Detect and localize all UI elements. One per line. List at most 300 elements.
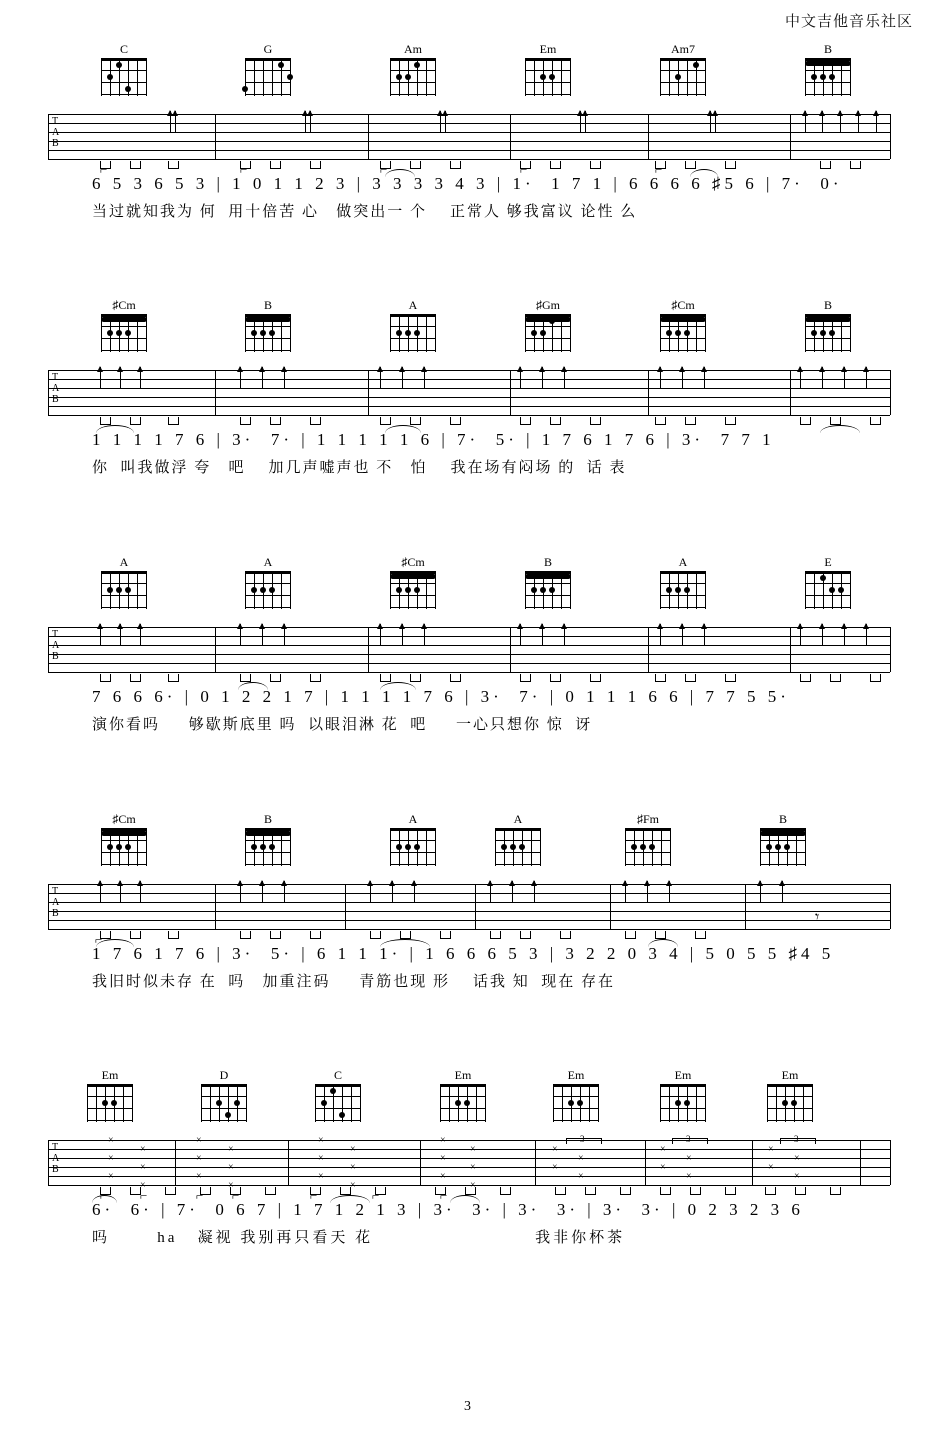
site-title: 中文吉他音乐社区 bbox=[784, 13, 913, 30]
fret-line bbox=[660, 595, 706, 596]
strum-down-bracket bbox=[370, 931, 381, 939]
notation-row bbox=[0, 687, 935, 733]
strum-arrow-up bbox=[140, 624, 141, 646]
fret-line bbox=[660, 1108, 706, 1109]
fret-line bbox=[245, 326, 291, 327]
fret-line bbox=[553, 1096, 599, 1097]
strum-arrow-up bbox=[585, 111, 586, 133]
strum-down-bracket bbox=[380, 417, 391, 425]
chord-name: B bbox=[263, 298, 272, 312]
barline bbox=[48, 884, 49, 929]
nut bbox=[390, 828, 436, 831]
strum-arrow-up bbox=[710, 111, 711, 133]
fret-line bbox=[245, 840, 291, 841]
system-3 bbox=[0, 555, 935, 733]
chord-grid bbox=[660, 571, 706, 609]
finger-dot bbox=[675, 587, 681, 593]
strum-down-bracket bbox=[240, 674, 251, 682]
strum-down-bracket bbox=[725, 161, 736, 169]
strum-arrow-up bbox=[704, 367, 705, 389]
strum-arrow-up bbox=[240, 881, 241, 903]
strum-arrow-up bbox=[682, 624, 683, 646]
chord-grid bbox=[440, 1084, 486, 1122]
finger-dot bbox=[125, 330, 131, 336]
nut bbox=[525, 58, 571, 61]
string-line bbox=[696, 1084, 697, 1122]
strum-arrow-up bbox=[424, 367, 425, 389]
fret-line bbox=[660, 607, 706, 608]
strum-down-bracket bbox=[555, 1187, 566, 1195]
strum-down-bracket bbox=[685, 674, 696, 682]
chord-name: Am bbox=[404, 42, 422, 56]
strum-down-bracket bbox=[240, 417, 251, 425]
strum-arrow-up bbox=[876, 111, 877, 133]
triplet-bracket bbox=[780, 1138, 816, 1144]
barline bbox=[648, 627, 649, 672]
finger-dot bbox=[225, 1112, 231, 1118]
staff-line bbox=[48, 663, 890, 664]
barline bbox=[510, 627, 511, 672]
fret-line bbox=[390, 70, 436, 71]
finger-dot bbox=[531, 587, 537, 593]
chord-name: A bbox=[119, 555, 129, 569]
string-line bbox=[625, 828, 626, 866]
finger-dot bbox=[693, 62, 699, 68]
finger-dot bbox=[111, 1100, 117, 1106]
finger-dot bbox=[260, 587, 266, 593]
string-line bbox=[540, 828, 541, 866]
chord-name: D bbox=[219, 1068, 229, 1082]
number-notation: 1 7 6 1 7 6 | 3· 5· | 6 1 1 1· | 1 6 6 6 5 3 | 3 2 2 0 3 4 | 5 0 5 5 ♯4 5 bbox=[92, 944, 835, 963]
nut bbox=[201, 1084, 247, 1087]
chord-diagram-B bbox=[800, 298, 856, 352]
system-5 bbox=[0, 1068, 935, 1246]
string-line bbox=[561, 58, 562, 96]
string-line bbox=[696, 571, 697, 609]
staff-line bbox=[48, 654, 890, 655]
lyrics-line: 我旧时似未存 在 吗 加重注码 青筋也现 形 话我 知 现在 存在 bbox=[92, 974, 616, 990]
strum-arrow-up bbox=[305, 111, 306, 133]
mute-x: × bbox=[552, 1144, 558, 1155]
strum-arrow-up bbox=[120, 624, 121, 646]
strum-arrow-up bbox=[866, 624, 867, 646]
string-line bbox=[201, 1084, 202, 1122]
barre bbox=[805, 317, 851, 322]
strum-arrow-up bbox=[520, 367, 521, 389]
chord-diagram-B bbox=[755, 812, 811, 866]
strum-down-bracket bbox=[500, 1187, 511, 1195]
strum-arrow-up bbox=[380, 624, 381, 646]
mute-x: × bbox=[318, 1153, 324, 1164]
strum-arrow-up bbox=[800, 624, 801, 646]
chord-grid bbox=[525, 571, 571, 609]
barline bbox=[645, 1140, 646, 1185]
fret-line bbox=[553, 1120, 599, 1121]
strum-arrow-up bbox=[805, 111, 806, 133]
chord-diagram-sharpCm bbox=[96, 298, 152, 352]
barline bbox=[790, 627, 791, 672]
finger-dot bbox=[414, 844, 420, 850]
finger-dot bbox=[125, 587, 131, 593]
chord-grid bbox=[201, 1084, 247, 1122]
strum-down-bracket bbox=[168, 417, 179, 425]
strum-down-bracket bbox=[310, 674, 321, 682]
strum-arrow-up bbox=[310, 111, 311, 133]
chord-name: ♯Cm bbox=[401, 555, 425, 569]
strum-arrow-up bbox=[660, 624, 661, 646]
finger-dot bbox=[269, 844, 275, 850]
fret-line bbox=[760, 852, 806, 853]
finger-dot bbox=[107, 74, 113, 80]
fret-line bbox=[245, 82, 291, 83]
triplet-number: 3 bbox=[686, 1134, 691, 1144]
notation-row bbox=[0, 174, 935, 220]
mute-x: × bbox=[440, 1171, 446, 1182]
string-line bbox=[589, 1084, 590, 1122]
staff-line bbox=[48, 415, 890, 416]
chord-grid bbox=[805, 571, 851, 609]
finger-dot bbox=[649, 844, 655, 850]
finger-dot bbox=[278, 62, 284, 68]
strum-down-bracket bbox=[690, 1187, 701, 1195]
finger-dot bbox=[251, 844, 257, 850]
tab-staff bbox=[0, 872, 935, 947]
mute-x: × bbox=[318, 1171, 324, 1182]
chord-grid bbox=[390, 571, 436, 609]
finger-dot bbox=[501, 844, 507, 850]
chord-diagram-C bbox=[310, 1068, 366, 1122]
strum-down-bracket bbox=[625, 931, 636, 939]
staff-line bbox=[48, 920, 890, 921]
barre bbox=[101, 317, 147, 322]
string-line bbox=[805, 571, 806, 609]
strum-arrow-up bbox=[262, 367, 263, 389]
strum-arrow-up bbox=[370, 881, 371, 903]
string-line bbox=[390, 828, 391, 866]
strum-down-bracket bbox=[410, 161, 421, 169]
system-4 bbox=[0, 812, 935, 990]
barline bbox=[288, 1140, 289, 1185]
chord-grid bbox=[390, 314, 436, 352]
chord-grid bbox=[767, 1084, 813, 1122]
fret-line bbox=[660, 583, 706, 584]
string-line bbox=[705, 58, 706, 96]
strum-down-bracket bbox=[100, 674, 111, 682]
strum-down-bracket bbox=[660, 1187, 671, 1195]
nut bbox=[390, 58, 436, 61]
mute-x: × bbox=[318, 1135, 324, 1146]
barline bbox=[752, 1140, 753, 1185]
mute-x: × bbox=[108, 1171, 114, 1182]
strum-down-bracket bbox=[655, 674, 666, 682]
barline bbox=[890, 627, 891, 672]
staff-line bbox=[48, 1185, 890, 1186]
fret-line bbox=[390, 338, 436, 339]
string-line bbox=[360, 1084, 361, 1122]
string-line bbox=[440, 1084, 441, 1122]
chord-grid bbox=[101, 58, 147, 96]
string-line bbox=[101, 58, 102, 96]
strum-arrow-up bbox=[140, 881, 141, 903]
strum-arrow-up bbox=[402, 367, 403, 389]
finger-dot bbox=[234, 1100, 240, 1106]
fret-line bbox=[660, 82, 706, 83]
chord-diagram-sharpCm bbox=[385, 555, 441, 609]
barline bbox=[890, 370, 891, 415]
string-line bbox=[598, 1084, 599, 1122]
number-notation: 6 5 3 6 5 3 | 1 0 1 1 2 3 | 3 3 3 3 4 3 | 1· 1 7 1 | 6 6 6 6 ♯5 6 | 7· 0· bbox=[92, 174, 843, 193]
fret-line bbox=[805, 595, 851, 596]
strum-arrow-up bbox=[512, 881, 513, 903]
string-line bbox=[245, 571, 246, 609]
string-line bbox=[669, 58, 670, 96]
tab-staff bbox=[0, 358, 935, 430]
finger-dot bbox=[102, 1100, 108, 1106]
string-line bbox=[814, 571, 815, 609]
mute-x: × bbox=[470, 1162, 476, 1173]
barline bbox=[890, 1140, 891, 1185]
chord-diagram-Em bbox=[762, 1068, 818, 1122]
fret-line bbox=[390, 607, 436, 608]
finger-dot bbox=[405, 330, 411, 336]
chord-name: B bbox=[823, 298, 832, 312]
string-line bbox=[670, 828, 671, 866]
string-line bbox=[531, 828, 532, 866]
strum-arrow-up bbox=[520, 624, 521, 646]
chord-name: A bbox=[513, 812, 523, 826]
string-line bbox=[246, 1084, 247, 1122]
chord-grid bbox=[390, 828, 436, 866]
strum-down-bracket bbox=[685, 161, 696, 169]
strum-arrow-up bbox=[262, 881, 263, 903]
string-line bbox=[661, 828, 662, 866]
chord-name: B bbox=[543, 555, 552, 569]
fret-line bbox=[390, 583, 436, 584]
music-glyph: ⌐ bbox=[140, 1188, 148, 1203]
finger-dot bbox=[405, 844, 411, 850]
finger-dot bbox=[125, 86, 131, 92]
strum-arrow-up bbox=[564, 624, 565, 646]
string-line bbox=[281, 571, 282, 609]
barline bbox=[48, 1140, 49, 1185]
notation-row bbox=[0, 430, 935, 476]
tab-staff bbox=[0, 1128, 935, 1203]
barline bbox=[648, 114, 649, 159]
finger-dot bbox=[116, 330, 122, 336]
string-line bbox=[767, 1084, 768, 1122]
chord-name: Em bbox=[101, 1068, 119, 1082]
barline bbox=[215, 884, 216, 929]
barline bbox=[510, 370, 511, 415]
chord-name: Am7 bbox=[671, 42, 695, 56]
finger-dot bbox=[829, 74, 835, 80]
strum-down-bracket bbox=[725, 417, 736, 425]
string-line bbox=[669, 1084, 670, 1122]
staff-line bbox=[48, 627, 890, 628]
chord-name: Em bbox=[674, 1068, 692, 1082]
finger-dot bbox=[269, 587, 275, 593]
strum-down-bracket bbox=[440, 931, 451, 939]
triplet-number: 3 bbox=[794, 1134, 799, 1144]
mute-x: × bbox=[794, 1153, 800, 1164]
strum-down-bracket bbox=[830, 417, 841, 425]
staff-line bbox=[48, 370, 890, 371]
system-1 bbox=[0, 42, 935, 220]
finger-dot bbox=[396, 844, 402, 850]
finger-dot bbox=[782, 1100, 788, 1106]
mute-x: × bbox=[470, 1144, 476, 1155]
fret-line bbox=[101, 94, 147, 95]
mute-x: × bbox=[228, 1144, 234, 1155]
fret-line bbox=[525, 326, 571, 327]
fret-line bbox=[495, 864, 541, 865]
string-line bbox=[570, 58, 571, 96]
mute-x: × bbox=[578, 1171, 584, 1182]
fret-line bbox=[660, 1120, 706, 1121]
barline bbox=[368, 627, 369, 672]
strum-arrow-up bbox=[822, 624, 823, 646]
chord-name: A bbox=[408, 298, 418, 312]
string-line bbox=[272, 58, 273, 96]
mute-x: × bbox=[686, 1171, 692, 1182]
mute-x: × bbox=[350, 1162, 356, 1173]
string-line bbox=[776, 1084, 777, 1122]
fret-line bbox=[553, 1108, 599, 1109]
chord-grid bbox=[660, 58, 706, 96]
strum-down-bracket bbox=[870, 674, 881, 682]
nut bbox=[805, 571, 851, 574]
finger-dot bbox=[540, 74, 546, 80]
chord-diagram-Em bbox=[548, 1068, 604, 1122]
finger-dot bbox=[820, 330, 826, 336]
string-line bbox=[390, 58, 391, 96]
barline bbox=[860, 1140, 861, 1185]
nut bbox=[315, 1084, 361, 1087]
fret-line bbox=[440, 1120, 486, 1121]
string-line bbox=[146, 58, 147, 96]
staff-line bbox=[48, 672, 890, 673]
barline bbox=[745, 884, 746, 929]
string-line bbox=[534, 58, 535, 96]
strum-down-bracket bbox=[130, 674, 141, 682]
staff-line bbox=[48, 929, 890, 930]
strum-arrow-up bbox=[625, 881, 626, 903]
strum-down-bracket bbox=[165, 1187, 176, 1195]
chord-grid bbox=[525, 314, 571, 352]
chord-name: ♯Cm bbox=[671, 298, 695, 312]
strum-down-bracket bbox=[130, 417, 141, 425]
mute-x: × bbox=[660, 1162, 666, 1173]
string-line bbox=[660, 571, 661, 609]
staff-line bbox=[48, 893, 890, 894]
barline bbox=[175, 1140, 176, 1185]
finger-dot bbox=[405, 74, 411, 80]
chord-diagram-row bbox=[0, 555, 935, 615]
finger-dot bbox=[811, 74, 817, 80]
finger-dot bbox=[675, 1100, 681, 1106]
chord-grid bbox=[87, 1084, 133, 1122]
chord-grid bbox=[805, 58, 851, 96]
strum-down-bracket bbox=[800, 674, 811, 682]
lyrics-line: 你 叫我做浮 夸 吧 加几声嘘声也 不 怕 我在场有闷场 的 话 表 bbox=[92, 460, 627, 476]
lyrics-line: 当过就知我为 何 用十倍苦 心 做突出一 个 正常人 够我富议 论性 么 bbox=[92, 204, 638, 220]
fret-line bbox=[660, 350, 706, 351]
nut bbox=[495, 828, 541, 831]
strum-down-bracket bbox=[520, 417, 531, 425]
notation-row bbox=[0, 1200, 935, 1246]
mute-x: × bbox=[228, 1180, 234, 1191]
music-glyph: ⌐ bbox=[232, 1188, 240, 1203]
staff-line bbox=[48, 150, 890, 151]
chord-name: B bbox=[823, 42, 832, 56]
music-glyph: ⌐ bbox=[372, 1188, 380, 1203]
fret-line bbox=[495, 852, 541, 853]
chord-name: ♯Cm bbox=[112, 812, 136, 826]
chord-name: A bbox=[678, 555, 688, 569]
chord-name: Em bbox=[781, 1068, 799, 1082]
chord-name: A bbox=[263, 555, 273, 569]
barline bbox=[48, 627, 49, 672]
fret-line bbox=[101, 338, 147, 339]
fret-line bbox=[767, 1120, 813, 1121]
chord-grid bbox=[660, 314, 706, 352]
chord-name: C bbox=[333, 1068, 342, 1082]
chord-diagram-B bbox=[520, 555, 576, 609]
strum-down-bracket bbox=[850, 161, 861, 169]
barre bbox=[390, 574, 436, 579]
chord-diagram-sharpCm bbox=[655, 298, 711, 352]
fret-line bbox=[201, 1108, 247, 1109]
chord-name: A bbox=[408, 812, 418, 826]
finger-dot bbox=[568, 1100, 574, 1106]
strum-down-bracket bbox=[168, 161, 179, 169]
strum-arrow-up bbox=[170, 111, 171, 133]
string-line bbox=[263, 58, 264, 96]
finger-dot bbox=[321, 1100, 327, 1106]
string-line bbox=[426, 314, 427, 352]
strum-arrow-up bbox=[580, 111, 581, 133]
nut bbox=[245, 571, 291, 574]
mute-x: × bbox=[108, 1135, 114, 1146]
strum-arrow-up bbox=[490, 881, 491, 903]
finger-dot bbox=[675, 330, 681, 336]
staff-line bbox=[48, 884, 890, 885]
chord-name: ♯Gm bbox=[536, 298, 560, 312]
strum-arrow-up bbox=[822, 367, 823, 389]
finger-dot bbox=[330, 1088, 336, 1094]
strum-down-bracket bbox=[830, 674, 841, 682]
fret-line bbox=[805, 583, 851, 584]
barline bbox=[368, 114, 369, 159]
chord-grid bbox=[760, 828, 806, 866]
fret-line bbox=[101, 864, 147, 865]
mute-x: × bbox=[660, 1144, 666, 1155]
strum-arrow-up bbox=[760, 881, 761, 903]
strum-arrow-up bbox=[542, 367, 543, 389]
fret-line bbox=[101, 82, 147, 83]
chord-grid bbox=[625, 828, 671, 866]
fret-line bbox=[245, 338, 291, 339]
finger-dot bbox=[251, 587, 257, 593]
strum-down-bracket bbox=[590, 674, 601, 682]
strum-down-bracket bbox=[550, 161, 561, 169]
strum-down-bracket bbox=[270, 674, 281, 682]
strum-arrow-up bbox=[424, 624, 425, 646]
chord-grid bbox=[101, 314, 147, 352]
fret-line bbox=[625, 852, 671, 853]
fret-line bbox=[101, 350, 147, 351]
chord-grid bbox=[245, 571, 291, 609]
